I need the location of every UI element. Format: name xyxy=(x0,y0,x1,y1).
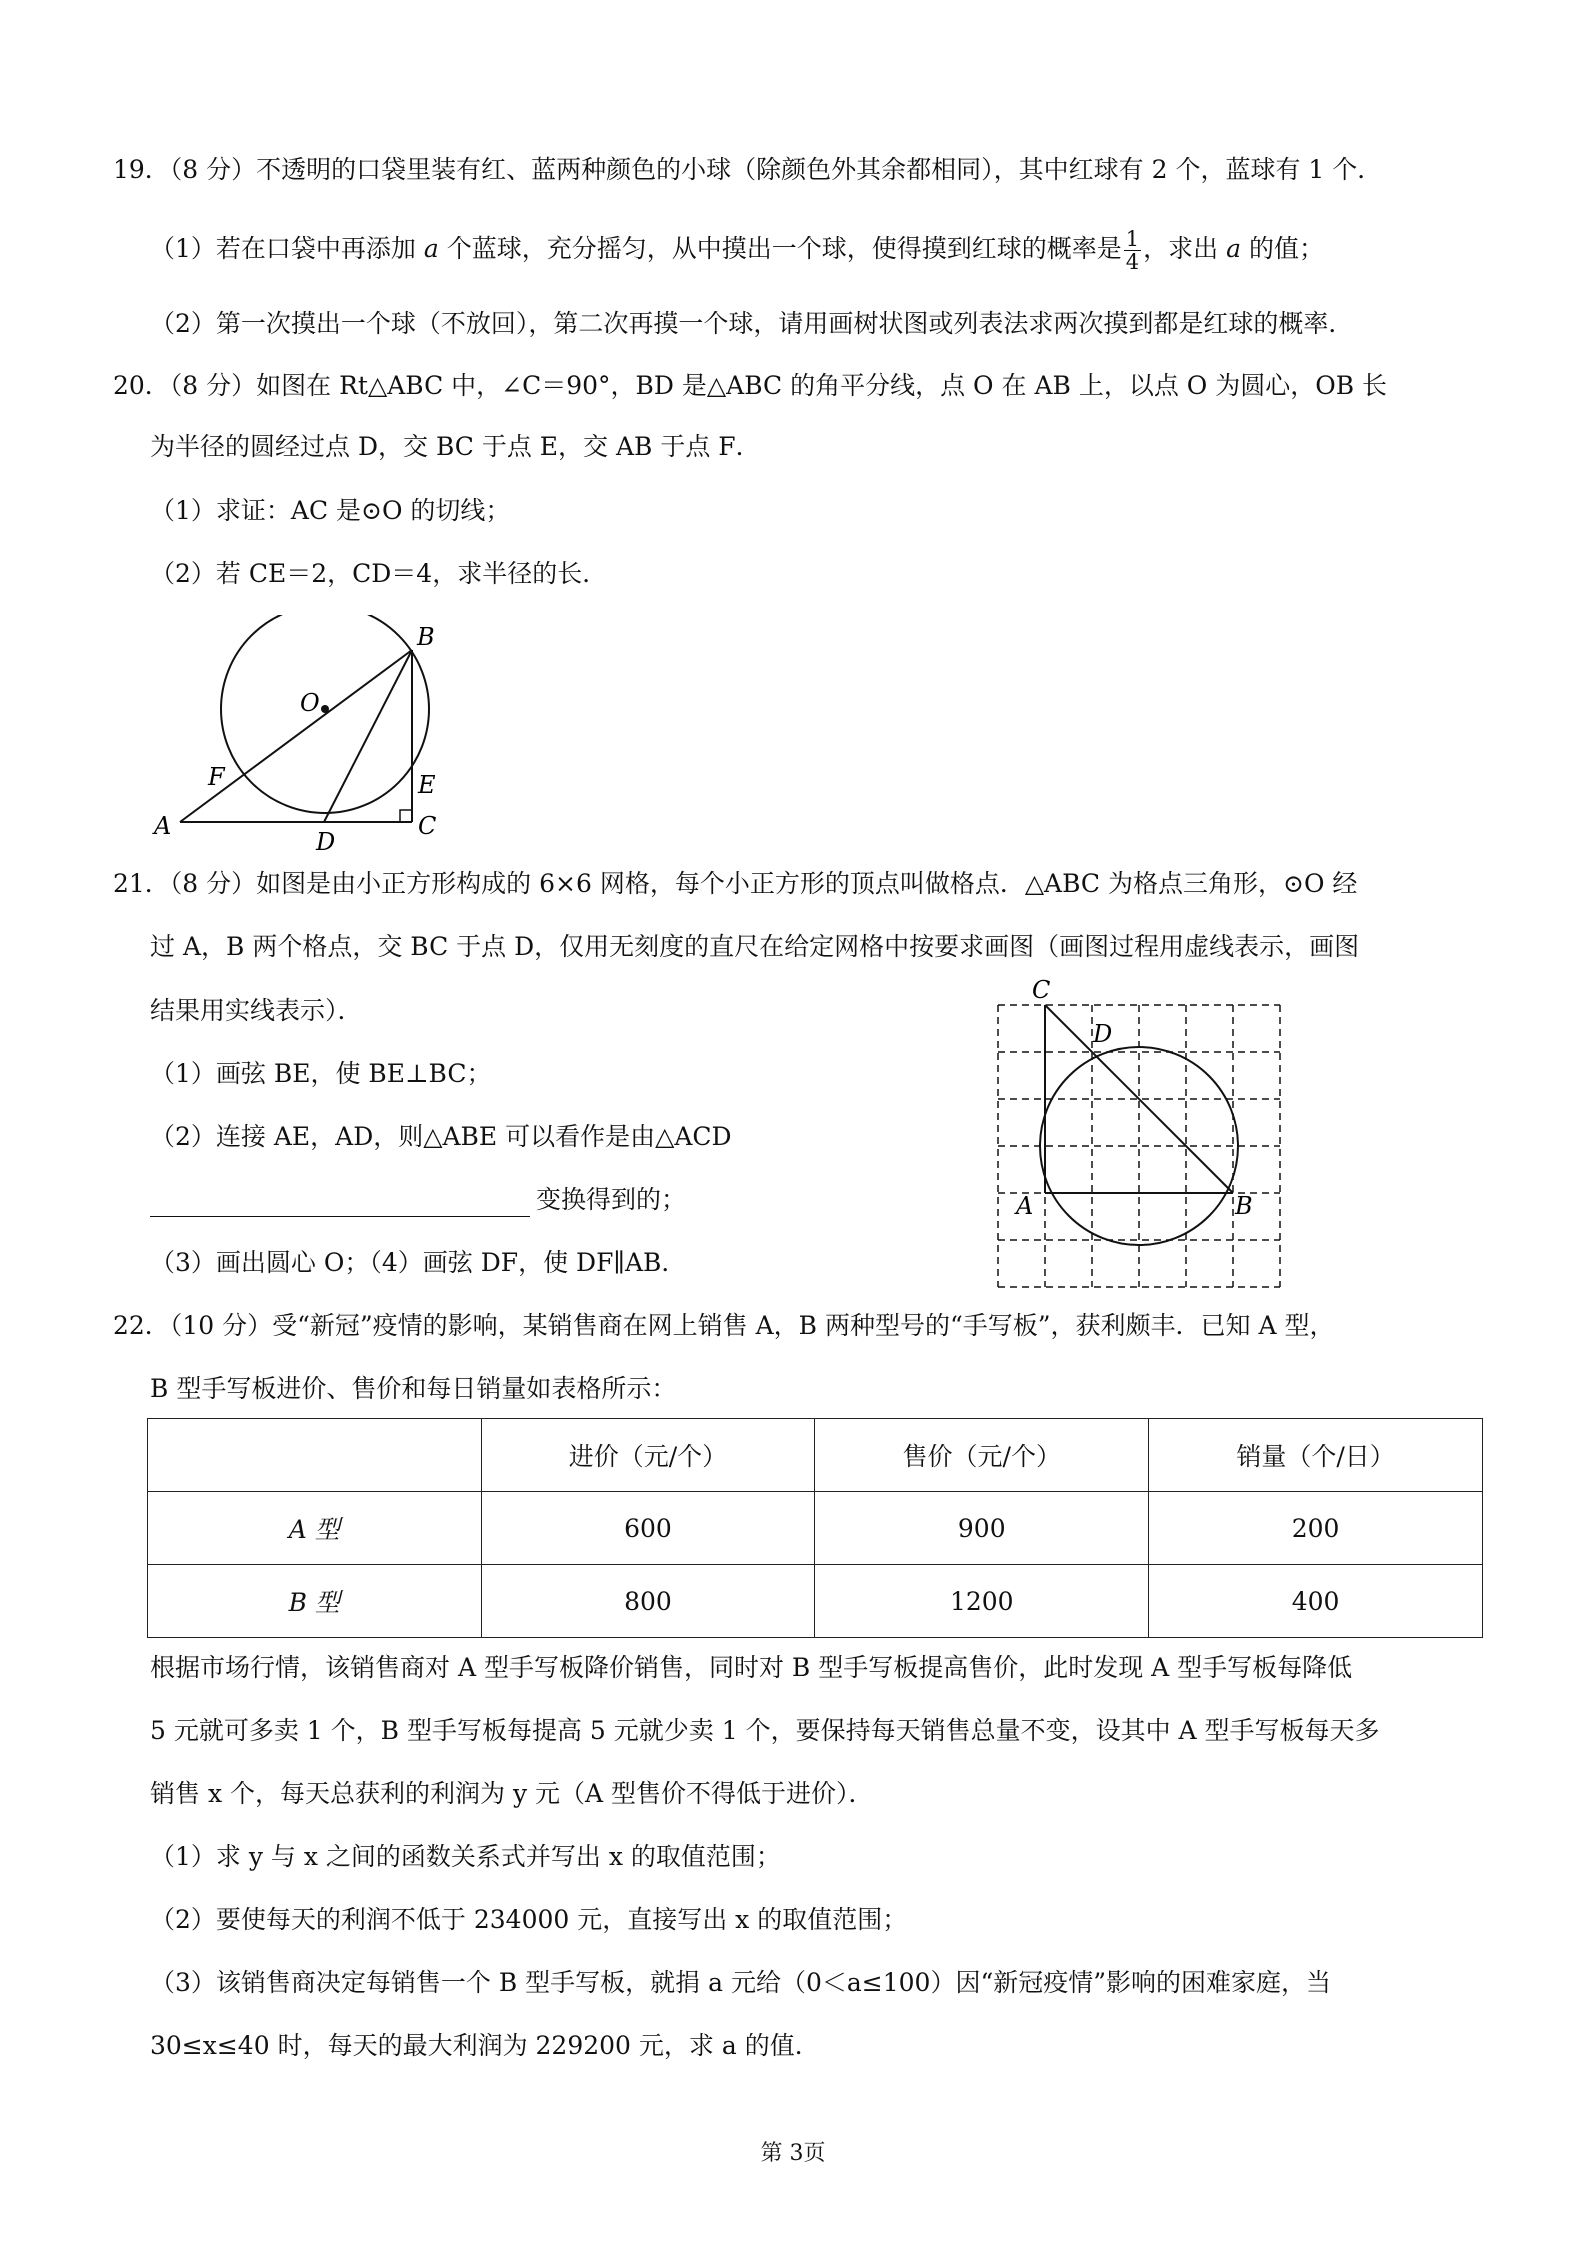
q22-part3-line2: 30≤x≤40 时，每天的最大利润为 229200 元，求 a 的值． xyxy=(150,2031,820,2060)
q20-label-o: O xyxy=(300,689,320,717)
q22-part1: （1）求 y 与 x 之间的函数关系式并写出 x 的取值范围； xyxy=(150,1842,781,1871)
q19-part1-text-d: 的值； xyxy=(1248,234,1324,263)
q22-para2: 5 元就可多卖 1 个，B 型手写板每提高 5 元就少卖 1 个，要保持每天销售总量不变，设其中 A 型手写板每天多 xyxy=(150,1716,1380,1745)
q21-part2-tail: 变换得到的； xyxy=(536,1185,687,1214)
q19-part1-text-b: 个蓝球，充分摇匀，从中摸出一个球，使得摸到红球的概率是 xyxy=(446,234,1122,263)
q21-part2: （2）连接 AE，AD，则△ABE 可以看作是由△ACD xyxy=(150,1122,732,1151)
q19-frac-num: 1 xyxy=(1125,227,1140,251)
q21-label-b: B xyxy=(1235,1192,1253,1220)
q20-figure xyxy=(140,615,480,855)
q19-stem: 19．（8 分）不透明的口袋里装有红、蓝两种颜色的小球（除颜色外其余都相同），其中红球有 2 个，蓝球有 1 个． xyxy=(113,155,1383,184)
q21-grid-figure xyxy=(980,965,1300,1295)
q19-part1-text-c: ，求出 xyxy=(1143,234,1219,263)
table-cell: 1200 xyxy=(815,1565,1149,1638)
q20-label-c: C xyxy=(418,812,437,840)
table-cell: 400 xyxy=(1149,1565,1483,1638)
q20-label-d: D xyxy=(316,828,336,855)
q22-part3-line1: （3）该销售商决定每销售一个 B 型手写板，就捐 a 元给（0＜a≤100）因“新冠疫情”影响的困难家庭，当 xyxy=(150,1968,1332,1997)
table-header-cell xyxy=(148,1419,482,1492)
q22-part2: （2）要使每天的利润不低于 234000 元，直接写出 x 的取值范围； xyxy=(150,1905,908,1934)
q22-table xyxy=(147,1418,1483,1638)
q21-part3: （3）画出圆心 O；（4）画弦 DF，使 DF∥AB． xyxy=(150,1248,687,1277)
q20-label-a: A xyxy=(154,812,172,840)
q20-line2: 为半径的圆经过点 D，交 BC 于点 E，交 AB 于点 F． xyxy=(150,432,761,461)
q19-part1-text-a: （1）若在口袋中再添加 xyxy=(150,234,416,263)
q20-right-angle-mark xyxy=(400,810,412,822)
q19-part2: （2）第一次摸出一个球（不放回），第二次再摸一个球，请用画树状图或列表法求两次摸到都是红球的概率． xyxy=(150,309,1354,338)
q22-para3: 销售 x 个，每天总获利的利润为 y 元（A 型售价不得低于进价）． xyxy=(150,1779,874,1808)
table-cell: 900 xyxy=(815,1492,1149,1565)
q20-side-ab xyxy=(180,650,412,822)
q22-line1: 22．（10 分）受“新冠”疫情的影响，某销售商在网上销售 A，B 两种型号的“手写板”，获利颇丰．已知 A 型， xyxy=(113,1311,1335,1340)
q21-label-c: C xyxy=(1032,976,1051,1004)
table-row xyxy=(148,1565,1483,1638)
table-cell: 800 xyxy=(481,1565,815,1638)
q21-line3: 结果用实线表示）． xyxy=(150,996,363,1025)
q21-line2: 过 A，B 两个格点，交 BC 于点 D，仅用无刻度的直尺在给定网格中按要求画图（画图过程用虚线表示，画图 xyxy=(150,932,1360,961)
q19-var-a: a xyxy=(423,234,439,263)
answer-blank xyxy=(150,1190,530,1217)
q21-label-d: D xyxy=(1093,1020,1113,1048)
table-cell: 600 xyxy=(481,1492,815,1565)
table-header-cell: 进价（元/个） xyxy=(481,1419,815,1492)
q20-segment-bd xyxy=(324,650,412,822)
table-header-cell: 销量（个/日） xyxy=(1149,1419,1483,1492)
q20-part2: （2）若 CE＝2，CD＝4，求半径的长． xyxy=(150,559,608,588)
q21-part2-blank-line xyxy=(150,1183,686,1217)
q20-line1: 20．（8 分）如图在 Rt△ABC 中，∠C＝90°，BD 是△ABC 的角平分线，点 O 在 AB 上，以点 O 为圆心，OB 长 xyxy=(113,371,1388,400)
q20-label-b: B xyxy=(417,623,435,651)
table-cell: 200 xyxy=(1149,1492,1483,1565)
q20-center-dot xyxy=(321,705,329,713)
q21-line1: 21．（8 分）如图是由小正方形构成的 6×6 网格，每个小正方形的顶点叫做格点．△ABC 为格点三角形，⊙O 经 xyxy=(113,869,1358,898)
q21-label-a: A xyxy=(1016,1192,1034,1220)
q19-part1 xyxy=(150,228,1324,273)
q20-part1: （1）求证：AC 是⊙O 的切线； xyxy=(150,496,511,525)
table-cell: B 型 xyxy=(148,1565,482,1638)
q22-line2: B 型手写板进价、售价和每日销量如表格所示： xyxy=(150,1374,677,1403)
table-row xyxy=(148,1492,1483,1565)
page-number: 第 3页 xyxy=(760,2141,826,2166)
q20-label-f: F xyxy=(208,763,225,791)
table-cell: A 型 xyxy=(148,1492,482,1565)
table-header-cell: 售价（元/个） xyxy=(815,1419,1149,1492)
q20-label-e: E xyxy=(418,771,436,799)
q22-para1: 根据市场行情，该销售商对 A 型手写板降价销售，同时对 B 型手写板提高售价，此时发现 A 型手写板每降低 xyxy=(150,1653,1353,1682)
q19-fraction xyxy=(1124,228,1141,273)
table-header-row xyxy=(148,1419,1483,1492)
q21-part1: （1）画弦 BE，使 BE⊥BC； xyxy=(150,1059,492,1088)
q19-frac-den: 4 xyxy=(1125,250,1140,274)
q19-var-a-2: a xyxy=(1226,234,1241,263)
